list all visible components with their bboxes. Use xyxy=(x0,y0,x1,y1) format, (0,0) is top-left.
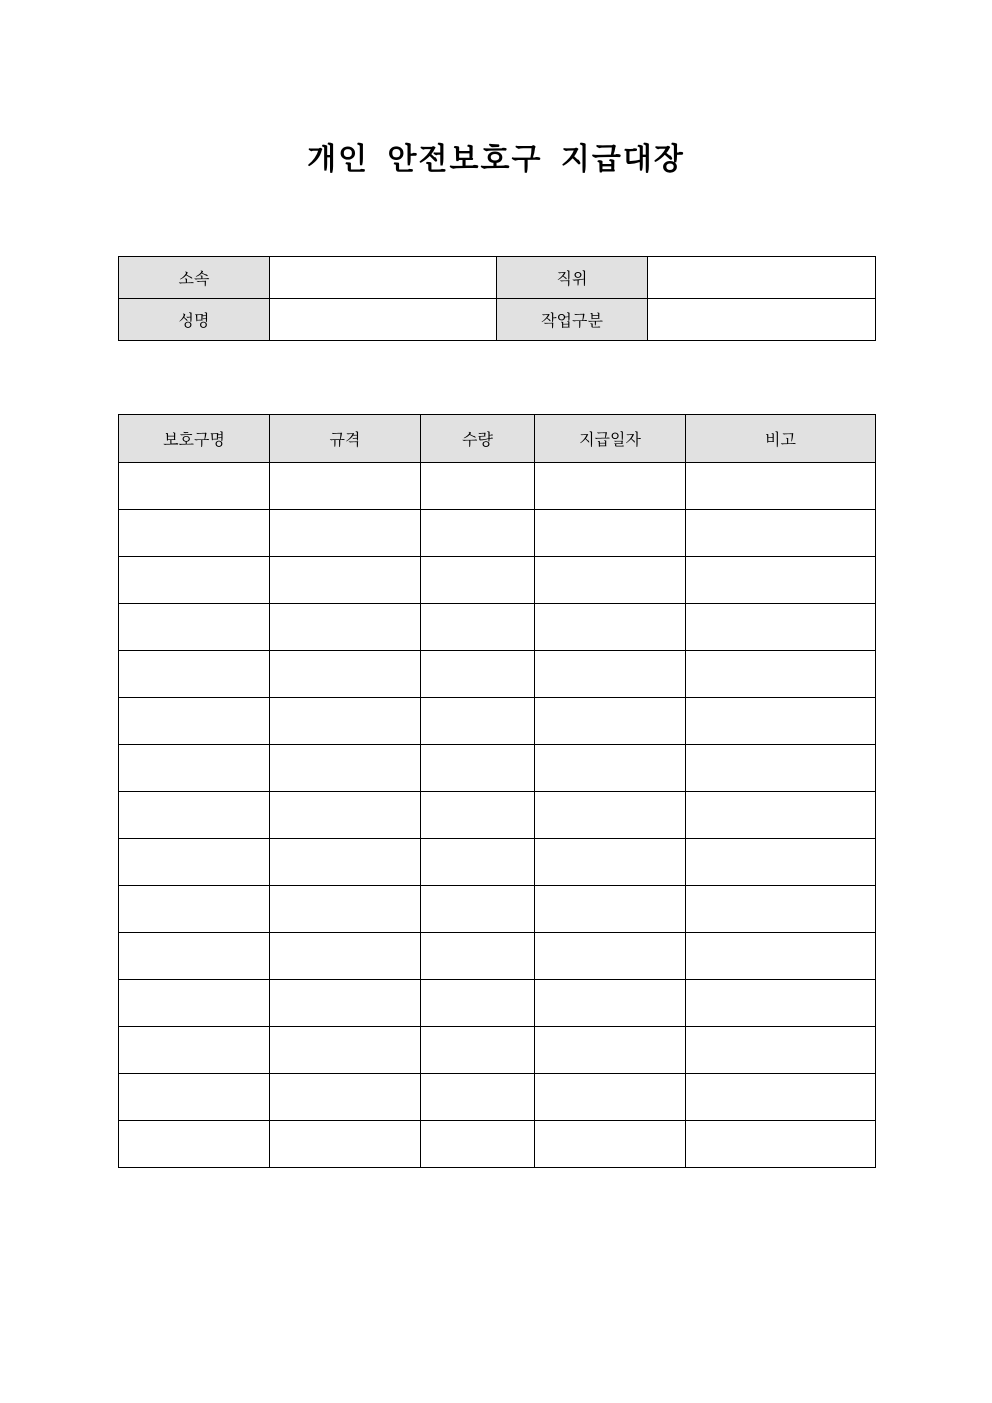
quantity-cell[interactable] xyxy=(421,1074,535,1121)
specification-cell[interactable] xyxy=(270,980,421,1027)
specification-cell[interactable] xyxy=(270,745,421,792)
equipment-name-cell[interactable] xyxy=(119,886,270,933)
info-table xyxy=(118,256,876,341)
issue-date-cell[interactable] xyxy=(535,1074,686,1121)
specification-cell[interactable] xyxy=(270,651,421,698)
specification-cell[interactable] xyxy=(270,933,421,980)
quantity-cell[interactable] xyxy=(421,510,535,557)
issue-date-cell[interactable] xyxy=(535,1121,686,1168)
issue-date-cell[interactable] xyxy=(535,792,686,839)
quantity-cell[interactable] xyxy=(421,1121,535,1168)
header-quantity: 수량 xyxy=(421,415,535,463)
specification-cell[interactable] xyxy=(270,463,421,510)
remarks-cell[interactable] xyxy=(686,1074,876,1121)
remarks-cell[interactable] xyxy=(686,933,876,980)
header-specification: 규격 xyxy=(270,415,421,463)
remarks-cell[interactable] xyxy=(686,1027,876,1074)
specification-cell[interactable] xyxy=(270,698,421,745)
equipment-name-cell[interactable] xyxy=(119,839,270,886)
specification-cell[interactable] xyxy=(270,792,421,839)
table-row xyxy=(119,839,876,886)
table-row xyxy=(119,792,876,839)
header-issue-date: 지급일자 xyxy=(535,415,686,463)
table-row xyxy=(119,1027,876,1074)
specification-cell[interactable] xyxy=(270,1074,421,1121)
table-row xyxy=(119,557,876,604)
remarks-cell[interactable] xyxy=(686,1121,876,1168)
remarks-cell[interactable] xyxy=(686,886,876,933)
quantity-cell[interactable] xyxy=(421,933,535,980)
affiliation-field[interactable] xyxy=(270,257,497,299)
work-type-label: 작업구분 xyxy=(497,299,648,341)
quantity-cell[interactable] xyxy=(421,792,535,839)
specification-cell[interactable] xyxy=(270,1121,421,1168)
table-row xyxy=(119,933,876,980)
issue-date-cell[interactable] xyxy=(535,886,686,933)
issue-date-cell[interactable] xyxy=(535,698,686,745)
table-row xyxy=(119,651,876,698)
specification-cell[interactable] xyxy=(270,839,421,886)
quantity-cell[interactable] xyxy=(421,604,535,651)
remarks-cell[interactable] xyxy=(686,745,876,792)
remarks-cell[interactable] xyxy=(686,463,876,510)
remarks-cell[interactable] xyxy=(686,980,876,1027)
table-row xyxy=(119,510,876,557)
affiliation-label: 소속 xyxy=(119,257,270,299)
equipment-name-cell[interactable] xyxy=(119,1074,270,1121)
issue-date-cell[interactable] xyxy=(535,839,686,886)
remarks-cell[interactable] xyxy=(686,604,876,651)
issue-date-cell[interactable] xyxy=(535,980,686,1027)
specification-cell[interactable] xyxy=(270,604,421,651)
quantity-cell[interactable] xyxy=(421,886,535,933)
specification-cell[interactable] xyxy=(270,510,421,557)
remarks-cell[interactable] xyxy=(686,510,876,557)
page-title: 개인 안전보호구 지급대장 xyxy=(307,142,685,177)
quantity-cell[interactable] xyxy=(421,557,535,604)
issue-date-cell[interactable] xyxy=(535,745,686,792)
table-row xyxy=(119,698,876,745)
equipment-name-cell[interactable] xyxy=(119,510,270,557)
specification-cell[interactable] xyxy=(270,886,421,933)
remarks-cell[interactable] xyxy=(686,792,876,839)
equipment-name-cell[interactable] xyxy=(119,792,270,839)
header-remarks: 비고 xyxy=(686,415,876,463)
quantity-cell[interactable] xyxy=(421,839,535,886)
equipment-name-cell[interactable] xyxy=(119,933,270,980)
equipment-name-cell[interactable] xyxy=(119,557,270,604)
table-row xyxy=(119,886,876,933)
table-row xyxy=(119,980,876,1027)
ledger-header-row xyxy=(119,415,876,463)
info-row-2 xyxy=(119,299,876,341)
table-row xyxy=(119,745,876,792)
position-label: 직위 xyxy=(497,257,648,299)
issue-date-cell[interactable] xyxy=(535,510,686,557)
equipment-name-cell[interactable] xyxy=(119,651,270,698)
specification-cell[interactable] xyxy=(270,557,421,604)
work-type-field[interactable] xyxy=(648,299,876,341)
equipment-name-cell[interactable] xyxy=(119,604,270,651)
quantity-cell[interactable] xyxy=(421,463,535,510)
equipment-name-cell[interactable] xyxy=(119,980,270,1027)
equipment-name-cell[interactable] xyxy=(119,745,270,792)
specification-cell[interactable] xyxy=(270,1027,421,1074)
header-equipment-name: 보호구명 xyxy=(119,415,270,463)
remarks-cell[interactable] xyxy=(686,557,876,604)
ledger-body xyxy=(119,463,876,1168)
equipment-name-cell[interactable] xyxy=(119,1121,270,1168)
issue-date-cell[interactable] xyxy=(535,1027,686,1074)
position-field[interactable] xyxy=(648,257,876,299)
remarks-cell[interactable] xyxy=(686,839,876,886)
remarks-cell[interactable] xyxy=(686,651,876,698)
equipment-name-cell[interactable] xyxy=(119,1027,270,1074)
issue-date-cell[interactable] xyxy=(535,933,686,980)
name-field[interactable] xyxy=(270,299,497,341)
table-row xyxy=(119,604,876,651)
table-row xyxy=(119,1074,876,1121)
ledger-table xyxy=(118,414,876,1168)
issue-date-cell[interactable] xyxy=(535,604,686,651)
table-row xyxy=(119,1121,876,1168)
quantity-cell[interactable] xyxy=(421,745,535,792)
quantity-cell[interactable] xyxy=(421,698,535,745)
info-row-1 xyxy=(119,257,876,299)
equipment-name-cell[interactable] xyxy=(119,463,270,510)
issue-date-cell[interactable] xyxy=(535,651,686,698)
remarks-cell[interactable] xyxy=(686,698,876,745)
issue-date-cell[interactable] xyxy=(535,463,686,510)
quantity-cell[interactable] xyxy=(421,651,535,698)
table-row xyxy=(119,463,876,510)
name-label: 성명 xyxy=(119,299,270,341)
quantity-cell[interactable] xyxy=(421,980,535,1027)
quantity-cell[interactable] xyxy=(421,1027,535,1074)
equipment-name-cell[interactable] xyxy=(119,698,270,745)
issue-date-cell[interactable] xyxy=(535,557,686,604)
